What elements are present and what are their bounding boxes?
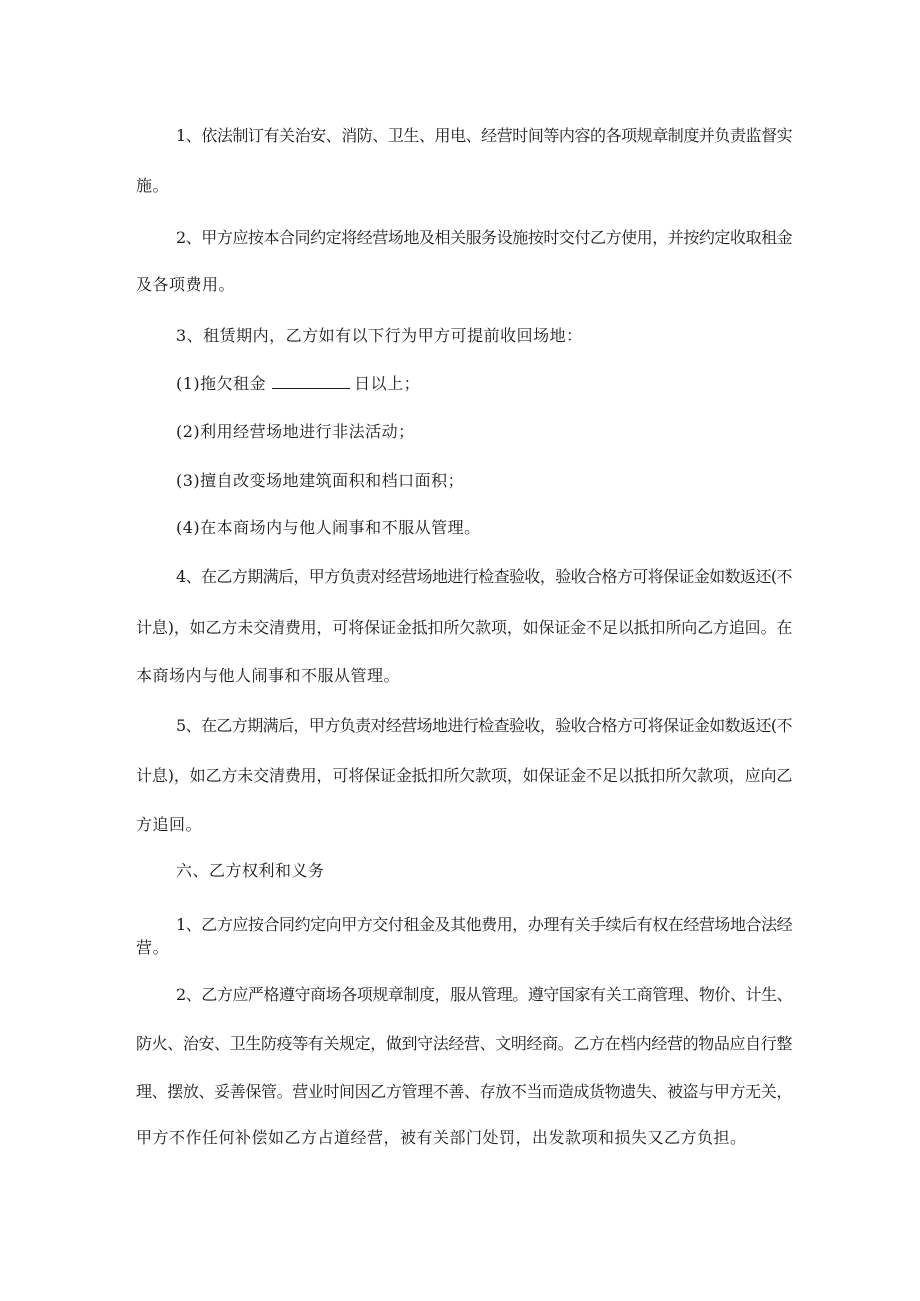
text-line: (4)在本商场内与他人闹事和不服从管理。 xyxy=(176,518,481,537)
text-line: 及各项费用。 xyxy=(136,275,236,294)
text-line: 理、摆放、妥善保管。营业时间因乙方管理不善、存放不当而造成货物遗失、被盗与甲方无关， xyxy=(136,1082,793,1101)
section-heading: 六、乙方权利和义务 xyxy=(176,861,325,880)
fill-in-blank xyxy=(272,374,350,389)
text-line-with-blank xyxy=(176,374,420,394)
text-line: 防火、治安、卫生防疫等有关规定，做到守法经营、文明经商。乙方在档内经营的物品应自行整 xyxy=(136,1034,793,1053)
text-line: 甲方不作任何补偿如乙方占道经营，被有关部门处罚，出发款项和损失又乙方负担。 xyxy=(136,1128,747,1147)
text-line: 5、在乙方期满后，甲方负责对经营场地进行检查验收，验收合格方可将保证金如数返还(不 xyxy=(176,716,792,735)
text-line: 2、乙方应严格遵守商场各项规章制度，服从管理。遵守国家有关工商管理、物价、计生、 xyxy=(176,985,793,1004)
text-line: 4、在乙方期满后，甲方负责对经营场地进行检查验收，验收合格方可将保证金如数返还(不 xyxy=(176,567,792,586)
text-line: 方追回。 xyxy=(136,815,203,834)
text-line: 计息)，如乙方未交清费用，可将保证金抵扣所欠款项，如保证金不足以抵扣所欠款项，应向乙 xyxy=(136,766,793,785)
text-line: (3)擅自改变场地建筑面积和档口面积； xyxy=(176,471,465,490)
text-line: 营。 xyxy=(136,938,170,957)
text-line: 2、甲方应按本合同约定将经营场地及相关服务设施按时交付乙方使用，并按约定收取租金 xyxy=(176,228,793,247)
text-line: (2)利用经营场地进行非法活动； xyxy=(176,422,415,441)
text-line: 3、租赁期内，乙方如有以下行为甲方可提前收回场地： xyxy=(176,326,583,345)
text-segment: 日以上； xyxy=(354,374,421,393)
text-line: 施。 xyxy=(136,176,170,195)
text-line: 1、依法制订有关治安、消防、卫生、用电、经营时间等内容的各项规章制度并负责监督实 xyxy=(176,126,793,145)
text-line: 1、乙方应按合同约定向甲方交付租金及其他费用，办理有关手续后有权在经营场地合法经 xyxy=(176,915,793,934)
text-segment: (1)拖欠租金 xyxy=(176,374,267,393)
text-line: 计息)，如乙方未交清费用，可将保证金抵扣所欠款项，如保证金不足以抵扣所向乙方追回。在 xyxy=(136,618,793,637)
text-line: 本商场内与他人闹事和不服从管理。 xyxy=(136,666,401,685)
